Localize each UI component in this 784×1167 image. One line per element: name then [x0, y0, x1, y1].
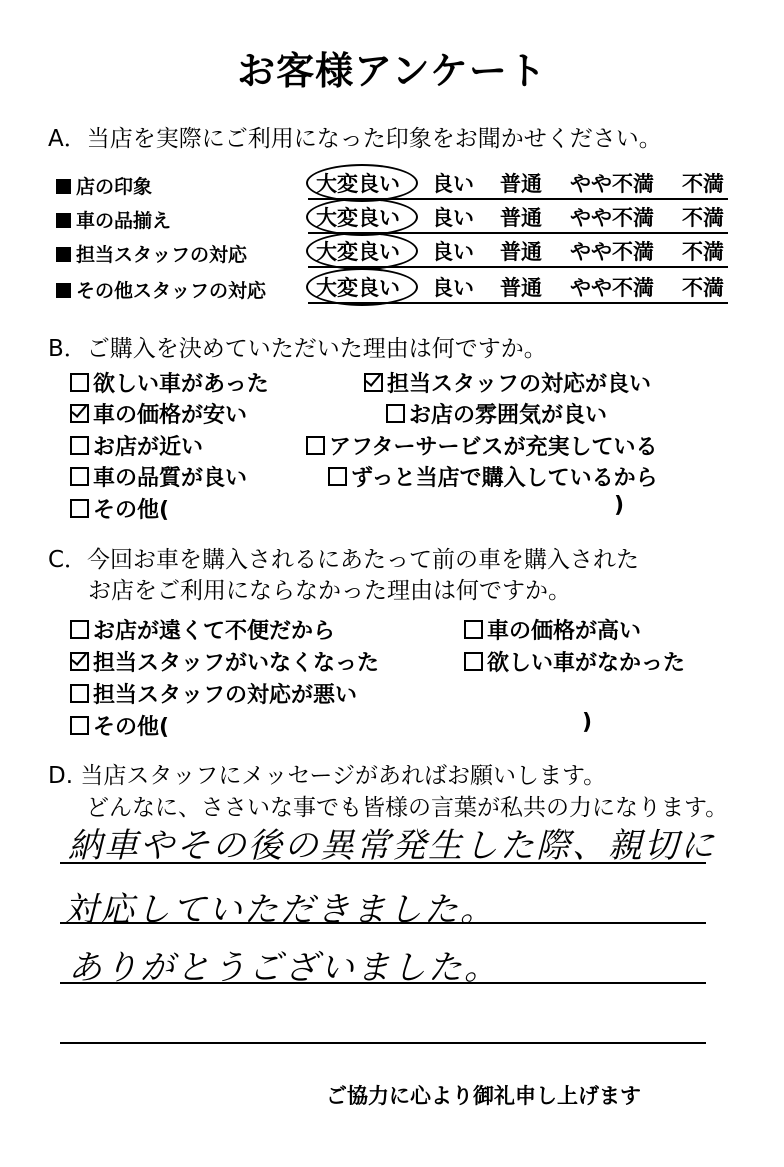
rating-option-very-good[interactable]: 大変良い	[316, 206, 400, 230]
writing-line	[60, 922, 706, 924]
checkbox-item[interactable]: 担当スタッフがいなくなった	[70, 646, 379, 677]
rating-option-dissatisfied[interactable]: 不満	[682, 206, 724, 230]
checkbox-item[interactable]: 欲しい車があった	[70, 367, 269, 398]
rating-option-somewhat-dissatisfied[interactable]: やや不満	[570, 206, 654, 230]
bullet-icon	[56, 247, 71, 262]
rating-row-store	[308, 168, 728, 200]
checkbox-item-other[interactable]: その他(	[70, 493, 169, 524]
checkbox-item[interactable]: 担当スタッフの対応が悪い	[70, 678, 357, 709]
rating-option-good[interactable]: 良い	[432, 206, 474, 230]
bullet-icon	[56, 283, 71, 298]
rating-option-very-good[interactable]: 大変良い	[316, 276, 400, 300]
checked-checkbox-icon[interactable]	[70, 404, 89, 423]
section-d-heading-line2: どんなに、ささいな事でも皆様の言葉が私共の力になります。	[86, 795, 729, 821]
rating-row-selection	[308, 202, 728, 234]
other-close-paren: )	[582, 710, 593, 735]
rating-option-dissatisfied[interactable]: 不満	[682, 276, 724, 300]
checkbox-icon[interactable]	[70, 499, 89, 518]
section-b-heading: B．ご購入を決めていただいた理由は何ですか。	[48, 336, 547, 362]
checkbox-item[interactable]: 車の価格が高い	[464, 614, 641, 645]
checkbox-item[interactable]: 欲しい車がなかった	[464, 646, 685, 677]
rating-option-average[interactable]: 普通	[500, 240, 542, 264]
writing-line	[60, 1042, 706, 1044]
rating-option-good[interactable]: 良い	[432, 240, 474, 264]
footer-thanks: ご協力に心より御礼申し上げます	[326, 1084, 641, 1108]
rating-option-dissatisfied[interactable]: 不満	[682, 172, 724, 196]
checkbox-icon[interactable]	[70, 436, 89, 455]
other-close-paren: )	[614, 493, 625, 518]
rating-option-very-good[interactable]: 大変良い	[316, 240, 400, 264]
rating-option-dissatisfied[interactable]: 不満	[682, 240, 724, 264]
bullet-icon	[56, 213, 71, 228]
rating-option-average[interactable]: 普通	[500, 172, 542, 196]
message-line: 納車やその後の異常発生した際、親切に	[68, 826, 716, 866]
rating-option-somewhat-dissatisfied[interactable]: やや不満	[570, 172, 654, 196]
checked-checkbox-icon[interactable]	[364, 373, 383, 392]
writing-line	[60, 982, 706, 984]
page-title: お客様アンケート	[237, 49, 547, 93]
checkbox-icon[interactable]	[464, 620, 483, 639]
checkbox-item[interactable]: ずっと当店で購入しているから	[328, 461, 658, 492]
rating-option-good[interactable]: 良い	[432, 172, 474, 196]
message-line: ありがとうございました。	[68, 948, 500, 988]
checkbox-icon[interactable]	[70, 716, 89, 735]
checked-checkbox-icon[interactable]	[70, 652, 89, 671]
rating-option-average[interactable]: 普通	[500, 206, 542, 230]
rating-option-very-good[interactable]: 大変良い	[316, 172, 400, 196]
writing-line	[60, 862, 706, 864]
message-line: 対応していただきました。	[64, 890, 496, 930]
checkbox-icon[interactable]	[70, 467, 89, 486]
rating-option-average[interactable]: 普通	[500, 276, 542, 300]
checkbox-item[interactable]: お店が遠くて不便だから	[70, 614, 335, 645]
checkbox-icon[interactable]	[70, 684, 89, 703]
checkbox-item[interactable]: お店の雰囲気が良い	[386, 398, 607, 429]
checkbox-item[interactable]: アフターサービスが充実している	[306, 430, 657, 461]
bullet-icon	[56, 179, 71, 194]
rating-row-other-staff	[308, 272, 728, 304]
rating-label-store: 店の印象	[56, 172, 152, 199]
rating-row-staff	[308, 236, 728, 268]
section-c-heading: C．今回お車を購入されるにあたって前の車を購入された	[48, 547, 640, 573]
section-d-heading: D. 当店スタッフにメッセージがあればお願いします。	[48, 763, 607, 789]
rating-label-staff: 担当スタッフの対応	[56, 240, 247, 267]
rating-label-selection: 車の品揃え	[56, 206, 171, 233]
checkbox-item-other[interactable]: その他(	[70, 710, 169, 741]
rating-option-somewhat-dissatisfied[interactable]: やや不満	[570, 240, 654, 264]
checkbox-icon[interactable]	[328, 467, 347, 486]
checkbox-item[interactable]: お店が近い	[70, 430, 203, 461]
checkbox-icon[interactable]	[70, 620, 89, 639]
section-c-heading-line2: お店をご利用にならなかった理由は何ですか。	[88, 578, 571, 604]
checkbox-item[interactable]: 車の品質が良い	[70, 461, 247, 492]
checkbox-item[interactable]: 車の価格が安い	[70, 398, 247, 429]
checkbox-icon[interactable]	[306, 436, 325, 455]
section-a-heading: A．当店を実際にご利用になった印象をお聞かせください。	[48, 126, 662, 152]
checkbox-icon[interactable]	[464, 652, 483, 671]
rating-option-good[interactable]: 良い	[432, 276, 474, 300]
checkbox-icon[interactable]	[70, 373, 89, 392]
rating-label-other-staff: その他スタッフの対応	[56, 276, 266, 303]
checkbox-icon[interactable]	[386, 404, 405, 423]
checkbox-item[interactable]: 担当スタッフの対応が良い	[364, 367, 651, 398]
rating-option-somewhat-dissatisfied[interactable]: やや不満	[570, 276, 654, 300]
